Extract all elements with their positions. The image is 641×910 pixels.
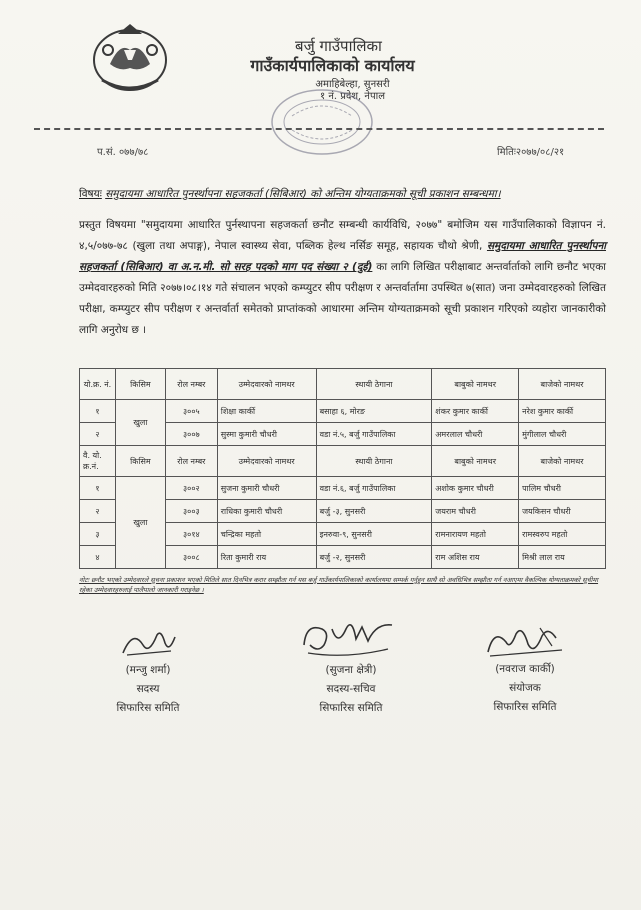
signatory-committee: सिफारिस समिति — [493, 701, 557, 713]
father-cell: अमरलाल चौधरी — [432, 423, 519, 446]
rank-cell: ३ — [80, 523, 116, 546]
table-header-row — [80, 446, 606, 477]
signatory-role: सदस्य — [136, 683, 160, 695]
office-province: १ नं. प्रदेश, नेपाल — [319, 91, 386, 102]
header-divider — [34, 128, 604, 130]
roll-cell: ३००३ — [165, 500, 217, 523]
header-cell: यो.क्र. नं. — [80, 369, 116, 400]
grandfather-cell: जयकिसन चौधरी — [519, 500, 606, 523]
signatory-role: सदस्य-सचिव — [326, 683, 376, 695]
footnote: नोटः छनौट भएको उम्मेदवारले सूचना प्रकाशन भएको मितिले सात दिनभित्र करार सम्झौता गर्न यस बर्जु गाउँकार्यपालिकाको कार्यालयमा सम्पर्क गर्नुहुन साथै सो अवधिभित्र सम्झौता गर्न नआएमा वैकल्पिक योग्यताक्रमको सूचीमा रहेका उम्मेदवारहरुलाई पालैपालो जानकारी गराइनेछ । — [79, 576, 599, 594]
header-cell: बाजेको नामथर — [519, 369, 606, 400]
signatory-block — [470, 622, 580, 717]
grandfather-cell: मिश्री लाल राय — [519, 546, 606, 569]
father-cell: जयराम चौधरी — [432, 500, 519, 523]
rank-cell: १ — [80, 400, 116, 423]
signatory-role: संयोजक — [509, 682, 541, 694]
grandfather-cell: पालिम चौधरी — [519, 477, 606, 500]
signature-icon — [296, 615, 406, 661]
body-emphasis: समुदायमा आधारित पुनर्स्थापना सहजकर्ता (सिबिआर) वा अ.न.मी. सो सरह पदको माग पद संख्या २ (दुई) — [79, 240, 606, 273]
header-cell: किसिम — [115, 369, 165, 400]
candidate-cell: चन्द्रिका महतो — [217, 523, 316, 546]
header-cell: बाजेको नामथर — [519, 446, 606, 477]
roll-cell: ३००७ — [165, 423, 217, 446]
table-row — [80, 400, 606, 423]
header-cell: रोल नम्बर — [165, 369, 217, 400]
father-cell: राम अशिस राय — [432, 546, 519, 569]
header-cell: रोल नम्बर — [165, 446, 217, 477]
address-cell: बसाहा ६, मोरङ — [316, 400, 432, 423]
address-cell: वडा नं.५, बर्जु गाउँपालिका — [316, 423, 432, 446]
merit-list-table — [79, 368, 606, 569]
table-header-row — [80, 369, 606, 400]
office-title: गाउँकार्यपालिकाको कार्यालय — [250, 56, 415, 75]
body-part1: प्रस्तुत विषयमा "समुदायमा आधारित पुर्नस्थापना सहजकर्ता छनौट सम्बन्धी कार्यविधि, २०७७" बमोजिम यस गाउँपालिकाको विज्ञापन नं. ४,५/०७७-७८ (खुला तथा अपाङ्ग), नेपाल स्वास्थ्य सेवा, पब्लिक हेल्थ नर्सिङ समूह, सहायक चौथो श्रेणी, — [79, 219, 606, 252]
header-cell: वै. यो. क्र.नं. — [80, 446, 116, 477]
header-cell: स्थायी ठेगाना — [316, 446, 432, 477]
rank-cell: ४ — [80, 546, 116, 569]
candidate-cell: सुस्मा कुमारी चौधरी — [217, 423, 316, 446]
table-row — [80, 477, 606, 500]
header-cell: उम्मेदवारको नामथर — [217, 446, 316, 477]
address-cell: इनरुवा-९, सुनसरी — [316, 523, 432, 546]
office-address: अमाहिबेल्हा, सुनसरी — [315, 79, 390, 90]
header-cell: बाबुको नामथर — [432, 446, 519, 477]
candidate-cell: राधिका कुमारी चौधरी — [217, 500, 316, 523]
category-cell: खुला — [115, 400, 165, 446]
roll-cell: ३००८ — [165, 546, 217, 569]
rank-cell: १ — [80, 477, 116, 500]
header-cell: स्थायी ठेगाना — [316, 369, 432, 400]
signatory-name: (नवराज कार्की) — [495, 663, 555, 675]
address-cell: वडा नं.६, बर्जु गाउँपालिका — [316, 477, 432, 500]
signature-icon — [480, 622, 570, 660]
father-cell: रामनारायण महतो — [432, 523, 519, 546]
signatory-name: (मन्जु शर्मा) — [125, 664, 171, 676]
rank-cell: २ — [80, 500, 116, 523]
header-cell: उम्मेदवारको नामथर — [217, 369, 316, 400]
subject-text: समुदायमा आधारित पुनर्स्थापना सहजकर्ता (सिबिआर) को अन्तिम योग्यताक्रमको सूची प्रकाशन सम्बन्धमा। — [105, 188, 501, 200]
address-cell: बर्जु -३, सुनसरी — [316, 500, 432, 523]
rank-cell: २ — [80, 423, 116, 446]
candidate-cell: शिक्षा कार्की — [217, 400, 316, 423]
office-name: बर्जु गाउँपालिका — [295, 37, 382, 55]
signatory-block — [291, 615, 411, 718]
header-cell: बाबुको नामथर — [432, 369, 519, 400]
signatory-committee: सिफारिस समिति — [116, 702, 180, 714]
body-part2: का लागि लिखित परीक्षाबाट अन्तर्वार्ताको लागि छनौट भएका उम्मेदवारहरुको मिति २०७७।०८।१४ गते संचालन भएको कम्प्युटर सीप परीक्षण र अन्तर्वार्तामा उपस्थित ७(सात) जना उम्मेदवारहरुको लिखित परीक्षा, कम्प्युटर सीप परीक्षण र अन्तर्वार्ता समेतको प्राप्तांकको आधारमा अन्तिम योग्यताक्रमको सूची प्रकाशन गरिएको व्यहोरा जानकारीको लागि अनुरोध छ । — [79, 261, 606, 336]
category-cell: खुला — [115, 477, 165, 569]
grandfather-cell: नरेश कुमार कार्की — [519, 400, 606, 423]
subject-label: विषयः — [79, 188, 102, 200]
body-paragraph — [79, 215, 606, 341]
roll-cell: ३०१४ — [165, 523, 217, 546]
issue-date: मितिः२०७७/०८/२१ — [497, 147, 565, 158]
candidate-cell: रिता कुमारी राय — [217, 546, 316, 569]
grandfather-cell: रामस्वरुप महतो — [519, 523, 606, 546]
reference-number: प.सं. ०७७/७८ — [97, 147, 149, 158]
subject-line — [79, 187, 599, 201]
signature-icon — [113, 625, 183, 661]
roll-cell: ३००५ — [165, 400, 217, 423]
signatory-committee: सिफारिस समिति — [319, 702, 383, 714]
signatory-block — [98, 625, 198, 718]
father-cell: अशोक कुमार चौधरी — [432, 477, 519, 500]
roll-cell: ३००२ — [165, 477, 217, 500]
address-cell: बर्जु -२, सुनसरी — [316, 546, 432, 569]
grandfather-cell: मुंगीलाल चौधरी — [519, 423, 606, 446]
signatory-name: (सुजना क्षेत्री) — [325, 664, 377, 676]
father-cell: शंकर कुमार कार्की — [432, 400, 519, 423]
office-stamp-icon — [268, 86, 376, 158]
header-cell: किसिम — [115, 446, 165, 477]
candidate-cell: सुजना कुमारी चौधरी — [217, 477, 316, 500]
